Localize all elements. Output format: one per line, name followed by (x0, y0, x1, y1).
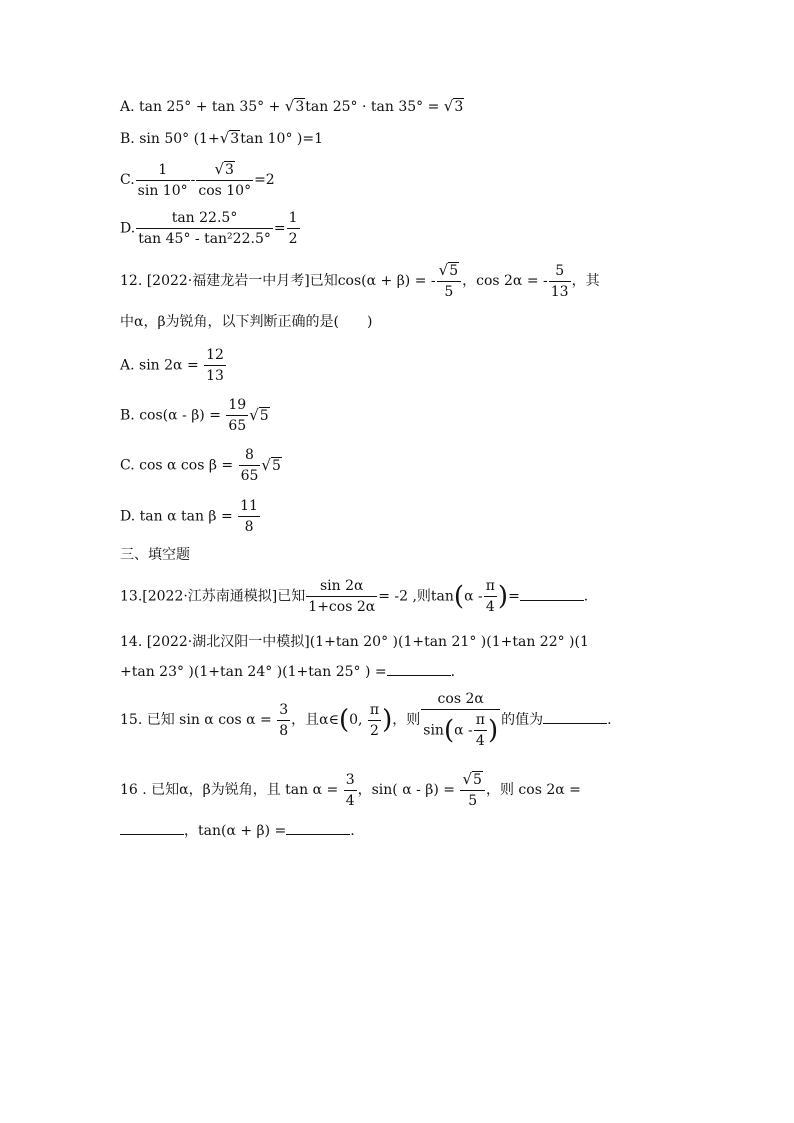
q12-option-d: D. tan α tan β = $\frac{11}{8}$ (120, 498, 258, 535)
question-12: 12. [2022·福建龙岩一中月考]已知cos(α + β) = - $\frac{√5}{5}$ ，cos 2α = - $\frac{5}{13}$ ，其 (120, 261, 600, 300)
fraction: $\frac{√3}{\cos 10^\circ}$ (198, 160, 252, 199)
fraction: $\frac{3}{8}$ (279, 701, 289, 739)
question-14-line2: +tan 23° )(1+tan 24° )(1+tan 25° ) = . (120, 664, 456, 680)
section-heading: 三、填空题 (120, 547, 190, 563)
option-a: A. tan 25° + tan 35° + √3tan 25° · tan 35° = √3 (120, 97, 464, 115)
radical: √5 (249, 405, 269, 424)
fraction: $\frac{√5}{5}$ (437, 261, 461, 301)
fraction: $\frac{\sin 2\alpha}{1+\cos 2\alpha}$ (308, 578, 376, 615)
option-c: C. $\frac{1}{\sin 10^\circ}$ - $\frac{√3}{\cos 10^\circ}$ =2 (120, 160, 275, 199)
fraction: $\frac{√5}{5}$ (460, 770, 484, 810)
question-16: 16 . 已知α，β为锐角，且 tan α = $\frac{3}{4}$ ，sin( α - β) = $\frac{√5}{5}$ ，则 cos 2α = (120, 770, 581, 809)
option-b: B. sin 50° (1+√3tan 10° )=1 (120, 129, 323, 147)
fraction: $\frac{11}{8}$ (240, 498, 258, 535)
answer-blank[interactable] (543, 711, 607, 724)
fraction: $\frac{\pi}{2}$ (369, 701, 380, 739)
option-d: D. $\frac{\tan 22.5^\circ}{\text{tan 45° - tan²22.5°}}$ = $\frac{1}{2}$ (120, 210, 298, 247)
answer-blank[interactable] (120, 822, 184, 835)
question-13: 13.[2022·江苏南通模拟]已知 $\frac{\sin 2\alpha}{1+\cos 2\alpha}$ = -2 ,则tan(α - $\frac{\pi}{4}$ )= . (120, 578, 589, 615)
fraction: $\frac{19}{65}$ (228, 397, 247, 434)
fraction: $\frac{3}{4}$ (345, 771, 355, 809)
fraction: $\frac{12}{13}$ (206, 347, 224, 384)
fraction: $\frac{8}{65}$ (240, 447, 259, 484)
radical: √3 (219, 129, 240, 147)
question-16-line2: ，tan(α + β) = . (120, 822, 355, 840)
answer-blank[interactable] (520, 588, 584, 601)
q12-option-c: C. cos α cos β = $\frac{8}{65}$ √5 (120, 447, 281, 484)
fraction: $\frac{\tan 22.5^\circ}{\text{tan 45° - tan²22.5°}}$ (138, 210, 271, 247)
fraction: $\frac{\pi}{4}$ (485, 578, 495, 615)
radical: √5 (261, 455, 281, 474)
question-12-line2: 中α，β为锐角，以下判断正确的是( ) (120, 314, 373, 330)
question-15: 15. 已知 sin α cos α = $\frac{3}{8}$ ，且α∈(0, $\frac{\pi}{2}$ )，则 cos 2α sin(α - $\frac{\pi}{4}$ ) 的值为 . (120, 691, 612, 749)
answer-blank[interactable] (286, 822, 350, 835)
radical: √3 (284, 97, 305, 115)
fraction: cos 2α sin(α - $\frac{\pi}{4}$ ) (423, 691, 499, 749)
fraction: $\frac{5}{13}$ (550, 262, 569, 300)
fraction: $\frac{1}{\sin 10^\circ}$ (137, 161, 188, 199)
question-14: 14. [2022·湖北汉阳一中模拟](1+tan 20° )(1+tan 21° )(1+tan 22° )(1 (120, 634, 589, 650)
answer-blank[interactable] (387, 663, 451, 676)
q12-option-a: A. sin 2α = $\frac{12}{13}$ (120, 347, 224, 384)
fraction: $\frac{1}{2}$ (288, 210, 298, 247)
radical: √3 (443, 97, 464, 115)
q12-option-b: B. cos(α - β) = $\frac{19}{65}$ √5 (120, 397, 269, 434)
